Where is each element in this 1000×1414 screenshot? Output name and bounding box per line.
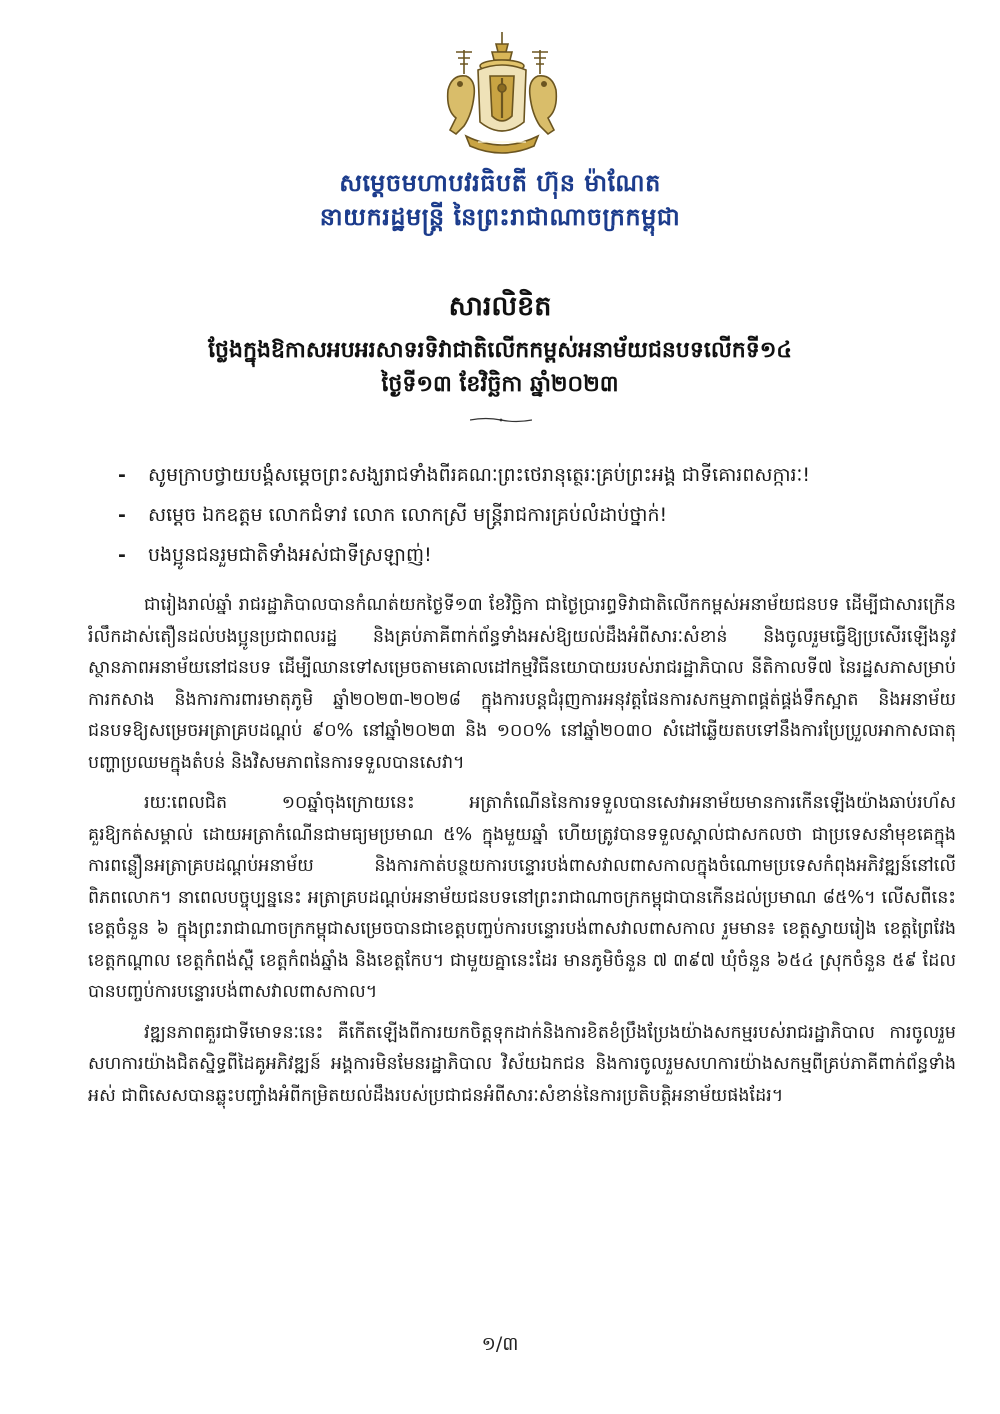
document-subtitle: ថ្លែងក្នុងឱកាសអបអរសាទរទិវាជាតិលើកកម្ពស់អនាម័យជនបទលើកទី១៤ [208,338,792,363]
header-official-title: សម្ដេចមហាបវរធិបតី ហ៊ុន ម៉ាណែត [339,169,661,197]
ornamental-divider [470,416,532,424]
royal-coat-of-arms-emblem [438,30,566,160]
greeting-text: សូមក្រាបថ្វាយបង្គំសម្ដេចព្រះសង្ឃរាជទាំងពីរគណៈព្រះថេរានុត្ថេរៈគ្រប់ព្រះអង្គ ជាទីគោរពសក្ការៈ! [148,464,811,486]
list-dash: - [118,464,126,486]
greeting-text: សម្ដេច ឯកឧត្តម លោកជំទាវ លោក លោកស្រី មន្ត្រីរាជការគ្រប់លំដាប់ថ្នាក់! [148,504,668,526]
body-paragraph: រយៈពេលជិត ១០ឆ្នាំចុងក្រោយនេះ អត្រាកំណើននៃការទទួលបានសេវាអនាម័យមានការកើនឡើងយ៉ាងឆាប់រហ័សគួរឱ្យកត់សម្គាល់ ដោយអត្រាកំណើនជាមធ្យមប្រមាណ ៥% ក្នុងមួយឆ្នាំ ហើយត្រូវបានទទួលស្គាល់ជាសកលថា ជាប្រទេសនាំមុខគេក្នុងការពន្លឿនអត្រាគ្របដណ្ដប់អនាម័យ និងការកាត់បន្ថយការបន្ទោរបង់ពាសវាលពាសកាលក្នុងចំណោមប្រទេសកំពុងអភិវឌ្ឍន៍នៅលើពិភពលោក។ នាពេលបច្ចុប្បន្ននេះ អត្រាគ្របដណ្ដប់អនាម័យជនបទនៅព្រះរាជាណាចក្រកម្ពុជាបានកើនដល់ប្រមាណ ៨៥%។ លើសពីនេះខេត្តចំនួន ៦ ក្នុងព្រះរាជាណាចក្រកម្ពុជាសម្រេចបានជាខេត្តបញ្ចប់ការបន្ទោរបង់ពាសវាលពាសកាល រួមមាន៖ ខេត្តស្វាយរៀង ខេត្តព្រៃវែង ខេត្តកណ្ដាល ខេត្តកំពង់ស្ពឺ ខេត្តកំពង់ឆ្នាំង និងខេត្តកែប។ ជាមួយគ្នានេះដែរ មានភូមិចំនួន ៧ ៣៩៧ ឃុំចំនួន ៦៥៤ ស្រុកចំនួន ៥៩ ដែលបានបញ្ចប់ការបន្ទោរបង់ពាសវាលពាសកាល។ [88,793,956,1002]
list-dash: - [118,504,126,526]
list-dash: - [118,544,126,566]
page-number: ១/៣ [481,1333,519,1355]
greeting-text: បងប្អូនជនរួមជាតិទាំងអស់ជាទីស្រឡាញ់! [148,544,432,566]
body-text [88,590,956,1121]
greetings-list [118,455,938,575]
body-paragraph: ជារៀងរាល់ឆ្នាំ រាជរដ្ឋាភិបាលបានកំណត់យកថ្ងៃទី១៣ ខែវិច្ឆិកា ជាថ្ងៃប្រារព្ធទិវាជាតិលើកកម្ពស់អនាម័យជនបទ ដើម្បីជាសារក្រើនរំលឹកដាស់តឿនដល់បងប្អូនប្រជាពលរដ្ឋ និងគ្រប់ភាគីពាក់ព័ន្ធទាំងអស់ឱ្យយល់ដឹងអំពីសារៈសំខាន់ និងចូលរួមធ្វើឱ្យប្រសើរឡើងនូវស្ថានភាពអនាម័យនៅជនបទ ដើម្បីឈានទៅសម្រេចតាមគោលដៅកម្មវិធីនយោបាយរបស់រាជរដ្ឋាភិបាល នីតិកាលទី៧ នៃរដ្ឋសភាសម្រាប់ការកសាង និងការការពារមាតុភូមិ ឆ្នាំ២០២៣-២០២៨ ក្នុងការបន្តជំរុញការអនុវត្តផែនការសកម្មភាពផ្គត់ផ្គង់ទឹកស្អាត និងអនាម័យជនបទឱ្យសម្រេចអត្រាគ្របដណ្ដប់ ៩០% នៅឆ្នាំ២០២៣ និង ១០០% នៅឆ្នាំ២០៣០ សំដៅឆ្លើយតបទៅនឹងការប្រែប្រួលអាកាសធាតុ បញ្ហាប្រឈមក្នុងតំបន់ និងវិសមភាពនៃការទទួលបានសេវា។ [88,595,956,773]
document-title: សារលិខិត [448,291,552,322]
greeting-item [118,455,938,495]
greeting-item [118,535,938,575]
document-date: ថ្ងៃទី១៣ ខែវិច្ឆិកា ឆ្នាំ២០២៣ [381,372,619,397]
header-official-position: នាយករដ្ឋមន្ត្រី នៃព្រះរាជាណាចក្រកម្ពុជា [319,203,681,231]
body-paragraph: វឌ្ឍនភាពគួរជាទីមោទនៈនេះ គឺកើតឡើងពីការយកចិត្តទុកដាក់និងការខិតខំប្រឹងប្រែងយ៉ាងសកម្មរបស់រាជរដ្ឋាភិបាល ការចូលរួមសហការយ៉ាងជិតស្និទ្ធពីដៃគូអភិវឌ្ឍន៍ អង្គការមិនមែនរដ្ឋាភិបាល វិស័យឯកជន និងការចូលរួមសហការយ៉ាងសកម្មពីគ្រប់ភាគីពាក់ព័ន្ធទាំងអស់ ជាពិសេសបានឆ្លុះបញ្ចាំងអំពីកម្រិតយល់ដឹងរបស់ប្រជាជនអំពីសារៈសំខាន់នៃការប្រតិបត្តិអនាម័យផងដែរ។ [88,1022,956,1106]
greeting-item [118,495,938,535]
